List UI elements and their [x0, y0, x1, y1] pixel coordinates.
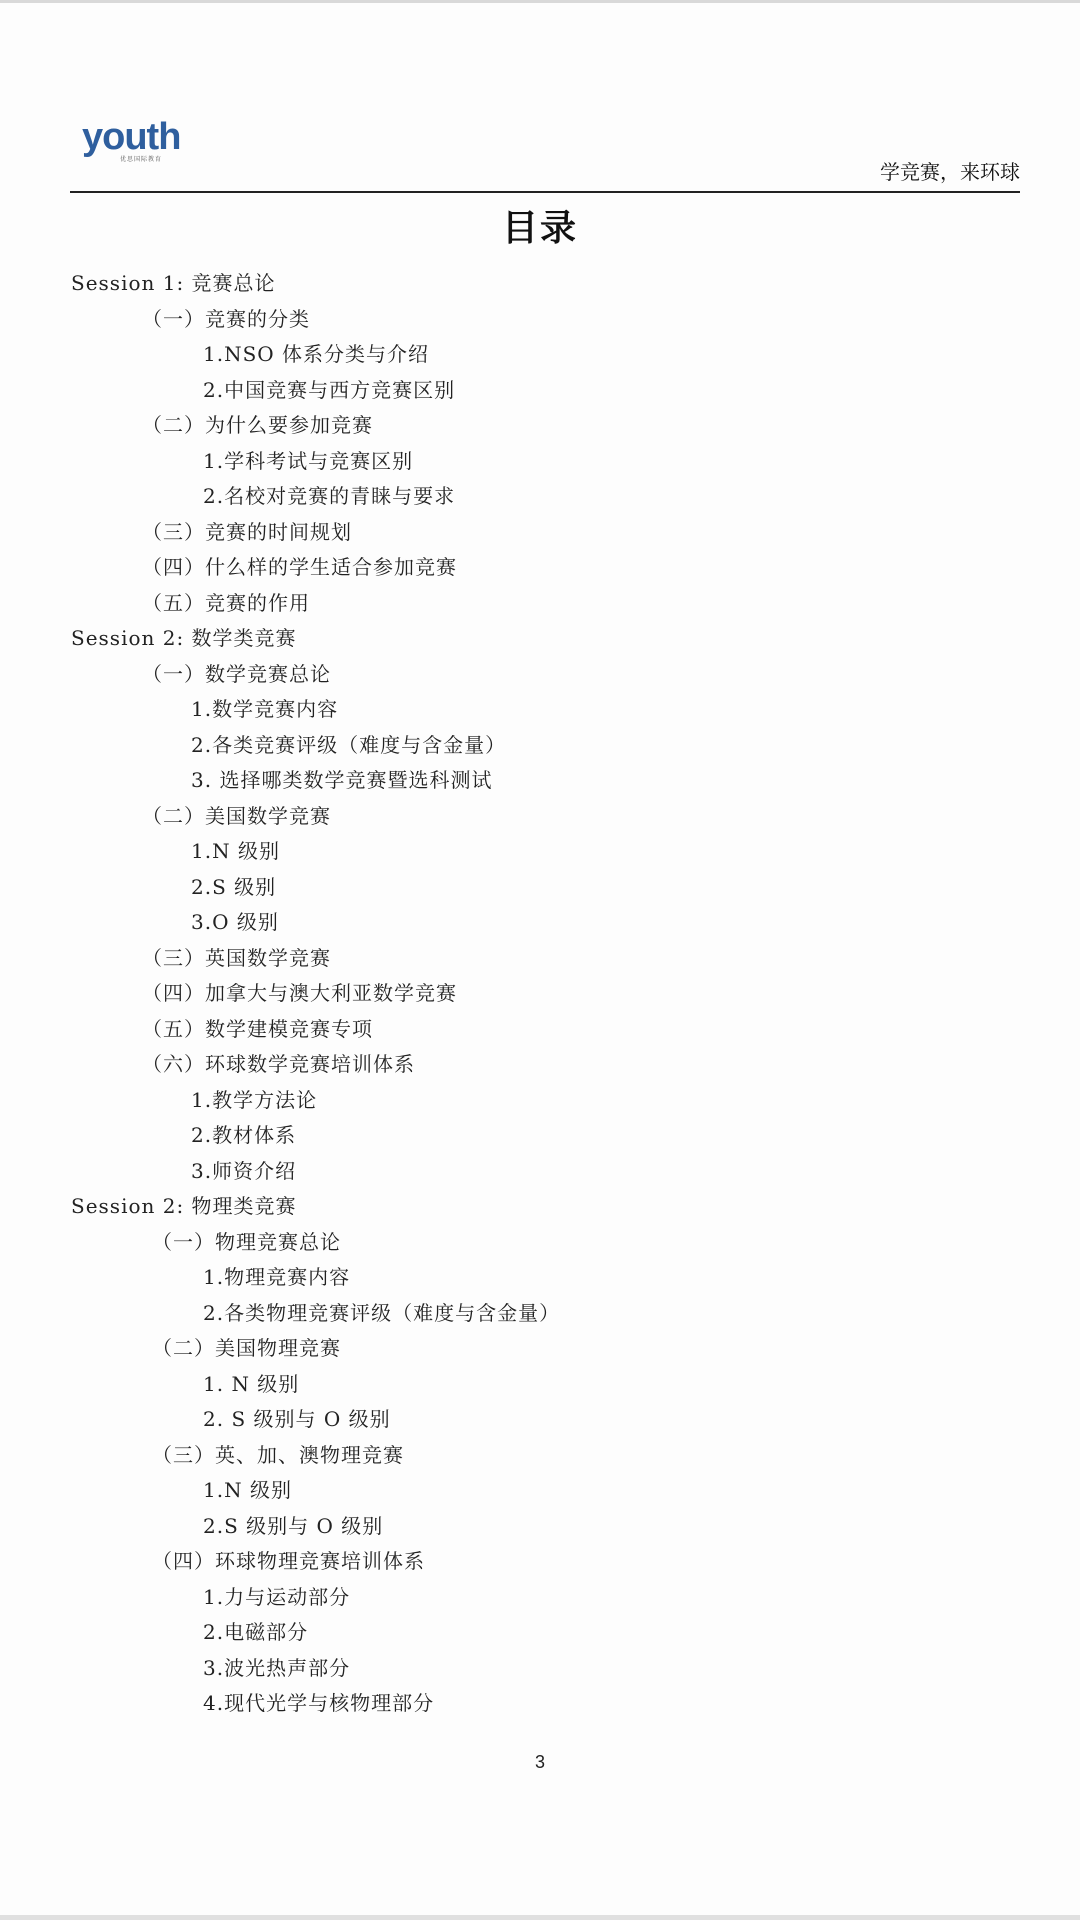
toc-subsection-item: 2.各类竞赛评级（难度与含金量） — [191, 732, 507, 757]
toc-section-item: （一）物理竞赛总论 — [152, 1229, 341, 1254]
header-divider — [70, 191, 1020, 193]
header-slogan: 学竞赛，来环球 — [880, 160, 1020, 184]
toc-subsection-item: 2.电磁部分 — [203, 1620, 309, 1644]
logo-subtext: 优思国际教育 — [120, 156, 163, 163]
toc-section-item: （三）英国数学竞赛 — [142, 945, 331, 970]
toc-section-item: （二）为什么要参加竞赛 — [142, 413, 373, 437]
toc-subsection-item: 1. N 级别 — [203, 1371, 300, 1396]
toc-subsection-item: 1.N 级别 — [203, 1478, 292, 1502]
toc-subsection-item: 2. S 级别与 O 级别 — [203, 1407, 391, 1431]
toc-session-heading: Session 2: 物理类竞赛 — [71, 1194, 297, 1218]
toc-subsection-item: 4.现代光学与核物理部分 — [203, 1691, 435, 1715]
toc-section-item: （一）数学竞赛总论 — [142, 661, 331, 686]
logo-wordmark: youth — [82, 116, 181, 158]
page-bottom-edge — [0, 1915, 1080, 1920]
toc-section-item: （三）竞赛的时间规划 — [142, 519, 352, 544]
page-number: 3 — [534, 1752, 545, 1772]
toc-section-item: （三）英、加、澳物理竞赛 — [152, 1442, 404, 1467]
toc-section-item: （四）加拿大与澳大利亚数学竞赛 — [142, 981, 457, 1005]
toc-subsection-item: 2.各类物理竞赛评级（难度与含金量） — [203, 1300, 561, 1325]
toc-subsection-item: 3.师资介绍 — [191, 1158, 297, 1183]
toc-section-item: （四）什么样的学生适合参加竞赛 — [142, 555, 457, 579]
toc-subsection-item: 2.S 级别与 O 级别 — [203, 1513, 384, 1538]
toc-subsection-item: 3.波光热声部分 — [203, 1655, 351, 1680]
toc-subsection-item: 3.O 级别 — [191, 910, 279, 934]
page-top-edge — [0, 0, 1080, 3]
toc-subsection-item: 2.教材体系 — [191, 1123, 297, 1147]
toc-section-item: （五）竞赛的作用 — [142, 590, 310, 615]
toc-subsection-item: 3. 选择哪类数学竞赛暨选科测试 — [191, 768, 493, 792]
page-title: 目录 — [501, 208, 578, 249]
toc-section-item: （五）数学建模竞赛专项 — [142, 1016, 373, 1041]
table-of-contents — [0, 266, 1080, 1722]
toc-subsection-item: 1.力与运动部分 — [203, 1584, 351, 1609]
toc-subsection-item: 1.NSO 体系分类与介绍 — [203, 342, 430, 366]
toc-subsection-item: 2.名校对竞赛的青睐与要求 — [203, 484, 456, 508]
toc-session-heading: Session 1: 竞赛总论 — [71, 271, 276, 295]
toc-section-item: （二）美国数学竞赛 — [142, 803, 331, 828]
toc-session-heading: Session 2: 数学类竞赛 — [71, 626, 297, 650]
toc-subsection-item: 1.数学竞赛内容 — [191, 697, 339, 721]
toc-section-item: （二）美国物理竞赛 — [152, 1336, 341, 1360]
toc-section-item: （六）环球数学竞赛培训体系 — [142, 1052, 415, 1076]
youth-logo — [82, 118, 192, 168]
toc-subsection-item: 1.N 级别 — [191, 839, 280, 863]
toc-section-item: （一）竞赛的分类 — [142, 306, 310, 331]
toc-subsection-item: 2.S 级别 — [191, 874, 277, 899]
toc-subsection-item: 2.中国竞赛与西方竞赛区别 — [203, 377, 456, 402]
toc-subsection-item: 1.物理竞赛内容 — [203, 1265, 351, 1289]
toc-section-item: （四）环球物理竞赛培训体系 — [152, 1549, 425, 1573]
toc-subsection-item: 1.教学方法论 — [191, 1087, 318, 1112]
toc-subsection-item: 1.学科考试与竞赛区别 — [203, 448, 414, 473]
